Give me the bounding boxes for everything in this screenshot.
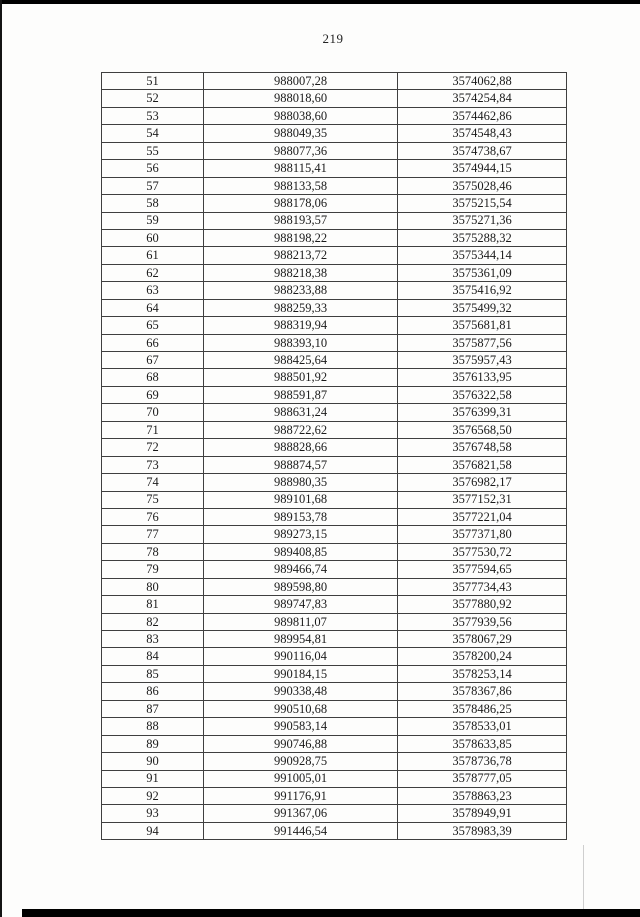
x-coordinate-cell: 988319,94 — [204, 317, 398, 334]
point-number-cell: 74 — [102, 474, 204, 491]
point-number-cell: 80 — [102, 578, 204, 595]
table-row — [102, 631, 567, 648]
point-number-cell: 57 — [102, 177, 204, 194]
y-coordinate-cell: 3575215,54 — [398, 195, 567, 212]
x-coordinate-cell: 991446,54 — [204, 822, 398, 839]
x-coordinate-cell: 989466,74 — [204, 561, 398, 578]
x-coordinate-cell: 990338,48 — [204, 683, 398, 700]
x-coordinate-cell: 988393,10 — [204, 334, 398, 351]
point-number-cell: 83 — [102, 631, 204, 648]
x-coordinate-cell: 989811,07 — [204, 613, 398, 630]
table-row — [102, 491, 567, 508]
x-coordinate-cell: 988874,57 — [204, 456, 398, 473]
point-number-cell: 60 — [102, 229, 204, 246]
table-row — [102, 787, 567, 804]
coordinate-table-body — [102, 73, 567, 840]
x-coordinate-cell: 988722,62 — [204, 421, 398, 438]
point-number-cell: 89 — [102, 735, 204, 752]
x-coordinate-cell: 988115,41 — [204, 160, 398, 177]
point-number-cell: 56 — [102, 160, 204, 177]
point-number-cell: 52 — [102, 90, 204, 107]
point-number-cell: 93 — [102, 805, 204, 822]
y-coordinate-cell: 3578736,78 — [398, 753, 567, 770]
scan-artifact-left-edge — [0, 0, 2, 917]
table-row — [102, 526, 567, 543]
y-coordinate-cell: 3575288,32 — [398, 229, 567, 246]
y-coordinate-cell: 3574462,86 — [398, 107, 567, 124]
y-coordinate-cell: 3575957,43 — [398, 352, 567, 369]
point-number-cell: 63 — [102, 282, 204, 299]
point-number-cell: 73 — [102, 456, 204, 473]
point-number-cell: 51 — [102, 73, 204, 90]
y-coordinate-cell: 3578983,39 — [398, 822, 567, 839]
point-number-cell: 62 — [102, 264, 204, 281]
x-coordinate-cell: 989101,68 — [204, 491, 398, 508]
table-row — [102, 90, 567, 107]
x-coordinate-cell: 988178,06 — [204, 195, 398, 212]
table-row — [102, 683, 567, 700]
y-coordinate-cell: 3576399,31 — [398, 404, 567, 421]
point-number-cell: 85 — [102, 665, 204, 682]
y-coordinate-cell: 3578367,86 — [398, 683, 567, 700]
y-coordinate-cell: 3575271,36 — [398, 212, 567, 229]
y-coordinate-cell: 3575361,09 — [398, 264, 567, 281]
y-coordinate-cell: 3578777,05 — [398, 770, 567, 787]
y-coordinate-cell: 3576568,50 — [398, 421, 567, 438]
point-number-cell: 70 — [102, 404, 204, 421]
y-coordinate-cell: 3577734,43 — [398, 578, 567, 595]
table-row — [102, 718, 567, 735]
x-coordinate-cell: 989747,83 — [204, 596, 398, 613]
point-number-cell: 82 — [102, 613, 204, 630]
table-row — [102, 613, 567, 630]
point-number-cell: 66 — [102, 334, 204, 351]
table-row — [102, 264, 567, 281]
x-coordinate-cell: 989273,15 — [204, 526, 398, 543]
point-number-cell: 67 — [102, 352, 204, 369]
x-coordinate-cell: 989598,80 — [204, 578, 398, 595]
x-coordinate-cell: 988591,87 — [204, 386, 398, 403]
x-coordinate-cell: 991367,06 — [204, 805, 398, 822]
point-number-cell: 72 — [102, 439, 204, 456]
table-row — [102, 648, 567, 665]
point-number-cell: 87 — [102, 700, 204, 717]
point-number-cell: 71 — [102, 421, 204, 438]
table-row — [102, 195, 567, 212]
x-coordinate-cell: 988077,36 — [204, 142, 398, 159]
y-coordinate-cell: 3577152,31 — [398, 491, 567, 508]
table-row — [102, 508, 567, 525]
table-row — [102, 596, 567, 613]
y-coordinate-cell: 3575499,32 — [398, 299, 567, 316]
point-number-cell: 86 — [102, 683, 204, 700]
table-row — [102, 404, 567, 421]
coordinate-table-container — [101, 72, 567, 840]
table-row — [102, 770, 567, 787]
table-row — [102, 456, 567, 473]
y-coordinate-cell: 3576821,58 — [398, 456, 567, 473]
scan-artifact-top-bar — [0, 0, 640, 4]
x-coordinate-cell: 988193,57 — [204, 212, 398, 229]
table-row — [102, 421, 567, 438]
table-row — [102, 665, 567, 682]
x-coordinate-cell: 988828,66 — [204, 439, 398, 456]
table-row — [102, 561, 567, 578]
x-coordinate-cell: 988425,64 — [204, 352, 398, 369]
y-coordinate-cell: 3576322,58 — [398, 386, 567, 403]
table-row — [102, 317, 567, 334]
point-number-cell: 69 — [102, 386, 204, 403]
page-number: 219 — [322, 31, 344, 46]
table-row — [102, 73, 567, 90]
table-row — [102, 160, 567, 177]
table-row — [102, 805, 567, 822]
y-coordinate-cell: 3578067,29 — [398, 631, 567, 648]
table-row — [102, 107, 567, 124]
x-coordinate-cell: 988198,22 — [204, 229, 398, 246]
table-row — [102, 700, 567, 717]
point-number-cell: 84 — [102, 648, 204, 665]
x-coordinate-cell: 989153,78 — [204, 508, 398, 525]
x-coordinate-cell: 991176,91 — [204, 787, 398, 804]
y-coordinate-cell: 3575416,92 — [398, 282, 567, 299]
point-number-cell: 59 — [102, 212, 204, 229]
point-number-cell: 81 — [102, 596, 204, 613]
table-row — [102, 369, 567, 386]
y-coordinate-cell: 3578863,23 — [398, 787, 567, 804]
y-coordinate-cell: 3577221,04 — [398, 508, 567, 525]
point-number-cell: 88 — [102, 718, 204, 735]
table-row — [102, 753, 567, 770]
y-coordinate-cell: 3578200,24 — [398, 648, 567, 665]
point-number-cell: 90 — [102, 753, 204, 770]
y-coordinate-cell: 3577530,72 — [398, 543, 567, 560]
y-coordinate-cell: 3578533,01 — [398, 718, 567, 735]
point-number-cell: 77 — [102, 526, 204, 543]
x-coordinate-cell: 990928,75 — [204, 753, 398, 770]
y-coordinate-cell: 3578949,91 — [398, 805, 567, 822]
y-coordinate-cell: 3574944,15 — [398, 160, 567, 177]
y-coordinate-cell: 3574254,84 — [398, 90, 567, 107]
point-number-cell: 64 — [102, 299, 204, 316]
table-row — [102, 352, 567, 369]
x-coordinate-cell: 988007,28 — [204, 73, 398, 90]
y-coordinate-cell: 3575681,81 — [398, 317, 567, 334]
y-coordinate-cell: 3575877,56 — [398, 334, 567, 351]
y-coordinate-cell: 3575344,14 — [398, 247, 567, 264]
point-number-cell: 61 — [102, 247, 204, 264]
y-coordinate-cell: 3574738,67 — [398, 142, 567, 159]
table-row — [102, 543, 567, 560]
y-coordinate-cell: 3576982,17 — [398, 474, 567, 491]
x-coordinate-cell: 990184,15 — [204, 665, 398, 682]
table-row — [102, 578, 567, 595]
table-row — [102, 177, 567, 194]
y-coordinate-cell: 3576748,58 — [398, 439, 567, 456]
x-coordinate-cell: 989954,81 — [204, 631, 398, 648]
x-coordinate-cell: 990510,68 — [204, 700, 398, 717]
point-number-cell: 92 — [102, 787, 204, 804]
table-row — [102, 282, 567, 299]
point-number-cell: 65 — [102, 317, 204, 334]
point-number-cell: 55 — [102, 142, 204, 159]
x-coordinate-cell: 988049,35 — [204, 125, 398, 142]
point-number-cell: 58 — [102, 195, 204, 212]
point-number-cell: 91 — [102, 770, 204, 787]
y-coordinate-cell: 3577939,56 — [398, 613, 567, 630]
x-coordinate-cell: 990116,04 — [204, 648, 398, 665]
table-row — [102, 334, 567, 351]
point-number-cell: 78 — [102, 543, 204, 560]
table-row — [102, 212, 567, 229]
y-coordinate-cell: 3578486,25 — [398, 700, 567, 717]
point-number-cell: 94 — [102, 822, 204, 839]
table-row — [102, 735, 567, 752]
x-coordinate-cell: 988501,92 — [204, 369, 398, 386]
table-row — [102, 474, 567, 491]
y-coordinate-cell: 3574062,88 — [398, 73, 567, 90]
y-coordinate-cell: 3574548,43 — [398, 125, 567, 142]
table-row — [102, 439, 567, 456]
y-coordinate-cell: 3577371,80 — [398, 526, 567, 543]
table-row — [102, 822, 567, 839]
point-number-cell: 54 — [102, 125, 204, 142]
y-coordinate-cell: 3578253,14 — [398, 665, 567, 682]
point-number-cell: 79 — [102, 561, 204, 578]
point-number-cell: 68 — [102, 369, 204, 386]
y-coordinate-cell: 3578633,85 — [398, 735, 567, 752]
x-coordinate-cell: 988038,60 — [204, 107, 398, 124]
y-coordinate-cell: 3576133,95 — [398, 369, 567, 386]
x-coordinate-cell: 988259,33 — [204, 299, 398, 316]
table-row — [102, 299, 567, 316]
x-coordinate-cell: 988631,24 — [204, 404, 398, 421]
scan-artifact-bottom-bar — [22, 909, 640, 917]
x-coordinate-cell: 989408,85 — [204, 543, 398, 560]
x-coordinate-cell: 988218,38 — [204, 264, 398, 281]
x-coordinate-cell: 990746,88 — [204, 735, 398, 752]
table-row — [102, 229, 567, 246]
x-coordinate-cell: 988018,60 — [204, 90, 398, 107]
x-coordinate-cell: 988980,35 — [204, 474, 398, 491]
x-coordinate-cell: 990583,14 — [204, 718, 398, 735]
scan-artifact-right-line — [583, 845, 584, 909]
x-coordinate-cell: 991005,01 — [204, 770, 398, 787]
point-number-cell: 76 — [102, 508, 204, 525]
y-coordinate-cell: 3575028,46 — [398, 177, 567, 194]
coordinate-table — [101, 72, 567, 840]
table-row — [102, 247, 567, 264]
point-number-cell: 75 — [102, 491, 204, 508]
x-coordinate-cell: 988133,58 — [204, 177, 398, 194]
table-row — [102, 386, 567, 403]
point-number-cell: 53 — [102, 107, 204, 124]
table-row — [102, 142, 567, 159]
y-coordinate-cell: 3577880,92 — [398, 596, 567, 613]
x-coordinate-cell: 988233,88 — [204, 282, 398, 299]
x-coordinate-cell: 988213,72 — [204, 247, 398, 264]
y-coordinate-cell: 3577594,65 — [398, 561, 567, 578]
table-row — [102, 125, 567, 142]
